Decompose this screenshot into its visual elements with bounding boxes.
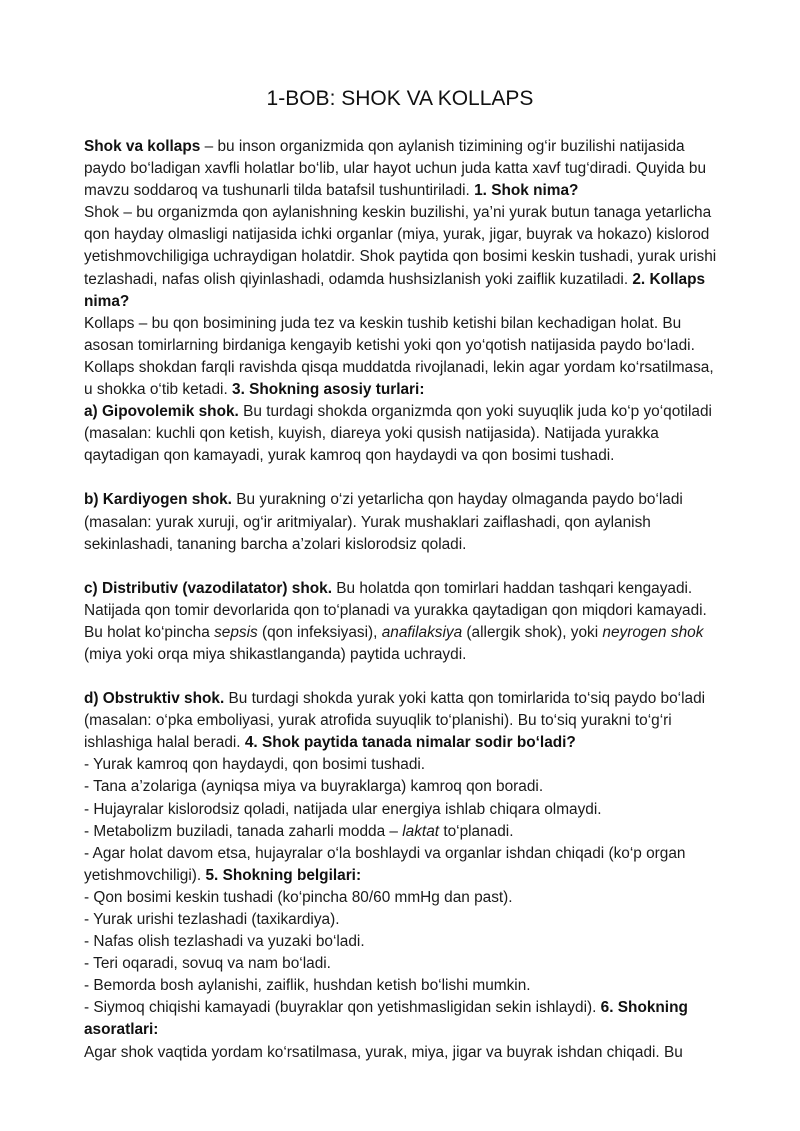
section-heading-4: 4. Shok paytida tanada nimalar sodir bo‘ladi? (244, 734, 576, 752)
list-item: - Yurak kamroq qon haydaydi, qon bosimi tushadi. (84, 756, 426, 774)
type-a-paragraph (84, 401, 724, 467)
paragraph-gap (84, 556, 724, 578)
list-item (84, 843, 724, 887)
type-d-heading: d) Obstruktiv shok. (84, 690, 225, 708)
sign-6-text: - Siymoq chiqishi kamayadi (buyraklar qon yetishmasligidan sekin ishlaydi). (84, 999, 601, 1017)
list-item: - Nafas olish tezlashadi va yuzaki bo‘ladi. (84, 933, 365, 951)
effect-4-pre: - Metabolizm buziladi, tanada zaharli modda – (84, 822, 403, 840)
type-d-text: Bu turdagi shokda yurak yoki katta qon tomirlarida to‘siq paydo bo‘ladi (masalan: o‘pka emboliyasi, yurak atrofida suyuqlik to‘planishi). Bu to‘siq yurakni to‘g‘ri ishlashiga halal beradi. (84, 690, 706, 752)
section-heading-1: 1. Shok nima? (474, 182, 579, 200)
list-item: - Qon bosimi keskin tushadi (ko‘pincha 80/60 mmHg dan past). (84, 888, 513, 906)
type-c-text-3: (allergik shok), yoki (462, 623, 603, 641)
section-heading-6: 6. Shokning asoratlari: (84, 999, 688, 1039)
type-b-text: Bu yurakning o‘zi yetarlicha qon hayday olmaganda paydo bo‘ladi (masalan: yurak xuruji, og‘ir aritmiyalar). Yurak mushaklari zaiflashadi, qon aylanish sekinlashadi, tananing barcha a’zolari kislorodsiz qoladi. (84, 491, 683, 553)
type-c-text-2: (qon infeksiyasi), (257, 623, 382, 641)
page-title: 1-BOB: SHOK VA KOLLAPS (266, 87, 534, 110)
type-d-paragraph (84, 688, 724, 754)
list-item: - Yurak urishi tezlashadi (taxikardiya). (84, 911, 340, 928)
type-a-text: Bu turdagi shokda organizmda qon yoki suyuqlik juda ko‘p yo‘qotiladi (masalan: kuchli qon ketish, kuyish, diareya yoki qusish natijasida). Natijada yurakka qaytadigan qon kamayadi, yurak kamroq qon haydaydi va qon bosimi tushadi. (84, 403, 712, 465)
document-body (84, 136, 724, 1064)
type-c-paragraph (84, 578, 724, 666)
section-heading-5: 5. Shokning belgilari: (205, 866, 362, 884)
paragraph-gap (84, 467, 724, 489)
list-item: - Bemorda bosh aylanishi, zaiflik, hushdan ketish bo‘lishi mumkin. (84, 977, 531, 995)
kollaps-definition-text: Kollaps – bu qon bosimining juda tez va keskin tushib ketishi bilan kechadigan holat. Bu asosan tomirlarning birdaniga kengayib ketishi yoki qon yo‘qotish natijasida paydo bo‘ladi. Kollaps shokdan farqli ravishda qisqa muddatda rivojlanadi, lekin agar yordam ko‘rsatilmasa, u shokka o‘tib ketadi. (84, 314, 714, 399)
kollaps-definition-paragraph (84, 313, 724, 401)
effect-5-text: - Agar holat davom etsa, hujayralar o‘la boshlaydi va organlar ishdan chiqadi (ko‘p organ yetishmovchiligi). (84, 844, 686, 884)
type-b-heading: b) Kardiyogen shok. (84, 491, 232, 509)
complications-paragraph: Agar shok vaqtida yordam ko‘rsatilmasa, yurak, miya, jigar va buyrak ishdan chiqadi. Bu (84, 1043, 683, 1061)
term-neyrogen-shok: neyrogen shok (602, 623, 704, 641)
intro-text: – bu inson organizmida qon aylanish tizimining og‘ir buzilishi natijasida paydo bo‘ladigan xavfli holatlar bo‘lib, ular hayot uchun juda katta xavf tug‘diradi. Quyida bu mavzu soddaroq va tushunarli tilda batafsil tushuntiriladi. (84, 138, 707, 200)
term-sepsis: sepsis (214, 623, 258, 641)
section-heading-2: 2. Kollaps nima? (84, 270, 706, 310)
type-c-heading: c) Distributiv (vazodilatator) shok. (84, 579, 332, 597)
list-item (84, 997, 724, 1041)
shok-definition-paragraph (84, 202, 724, 312)
type-c-text-4: (miya yoki orqa miya shikastlanganda) paytida uchraydi. (84, 645, 467, 663)
list-item: - Hujayralar kislorodsiz qoladi, natijada ular energiya ishlab chiqara olmaydi. (84, 800, 602, 818)
shok-definition-text: Shok – bu organizmda qon aylanishning keskin buzilishi, ya’ni yurak butun tanaga yetarlicha qon hayday olmasligi natijasida ichki organlar (miya, yurak, jigar, buyrak va hokazo) kislorod yetishmovchiligiga uchraydigan holatdir. Shok paytida qon bosimi keskin tushadi, yurak urishi tezlashadi, nafas olish qiyinlashadi, odamda hushsizlanish yoki zaiflik kuzatiladi. (84, 204, 717, 288)
paragraph-gap (84, 666, 724, 688)
term-laktat: laktat (402, 822, 440, 840)
list-item (84, 821, 724, 843)
list-item: - Tana a’zolariga (ayniqsa miya va buyraklarga) kamroq qon boradi. (84, 778, 544, 796)
list-item: - Teri oqaradi, sovuq va nam bo‘ladi. (84, 955, 331, 973)
effect-4-post: to‘planadi. (439, 822, 514, 840)
intro-paragraph (84, 136, 724, 202)
intro-term: Shok va kollaps (84, 138, 201, 155)
term-anafilaksiya: anafilaksiya (381, 623, 463, 641)
type-c-text-1: Bu holatda qon tomirlari haddan tashqari kengayadi. Natijada qon tomir devorlarida qon to‘planadi va yurakka qaytadigan qon miqdori kamayadi. Bu holat ko‘pincha (84, 579, 707, 641)
type-b-paragraph (84, 489, 724, 555)
type-a-heading: a) Gipovolemik shok. (84, 403, 239, 421)
section-heading-3: 3. Shokning asosiy turlari: (232, 381, 425, 399)
